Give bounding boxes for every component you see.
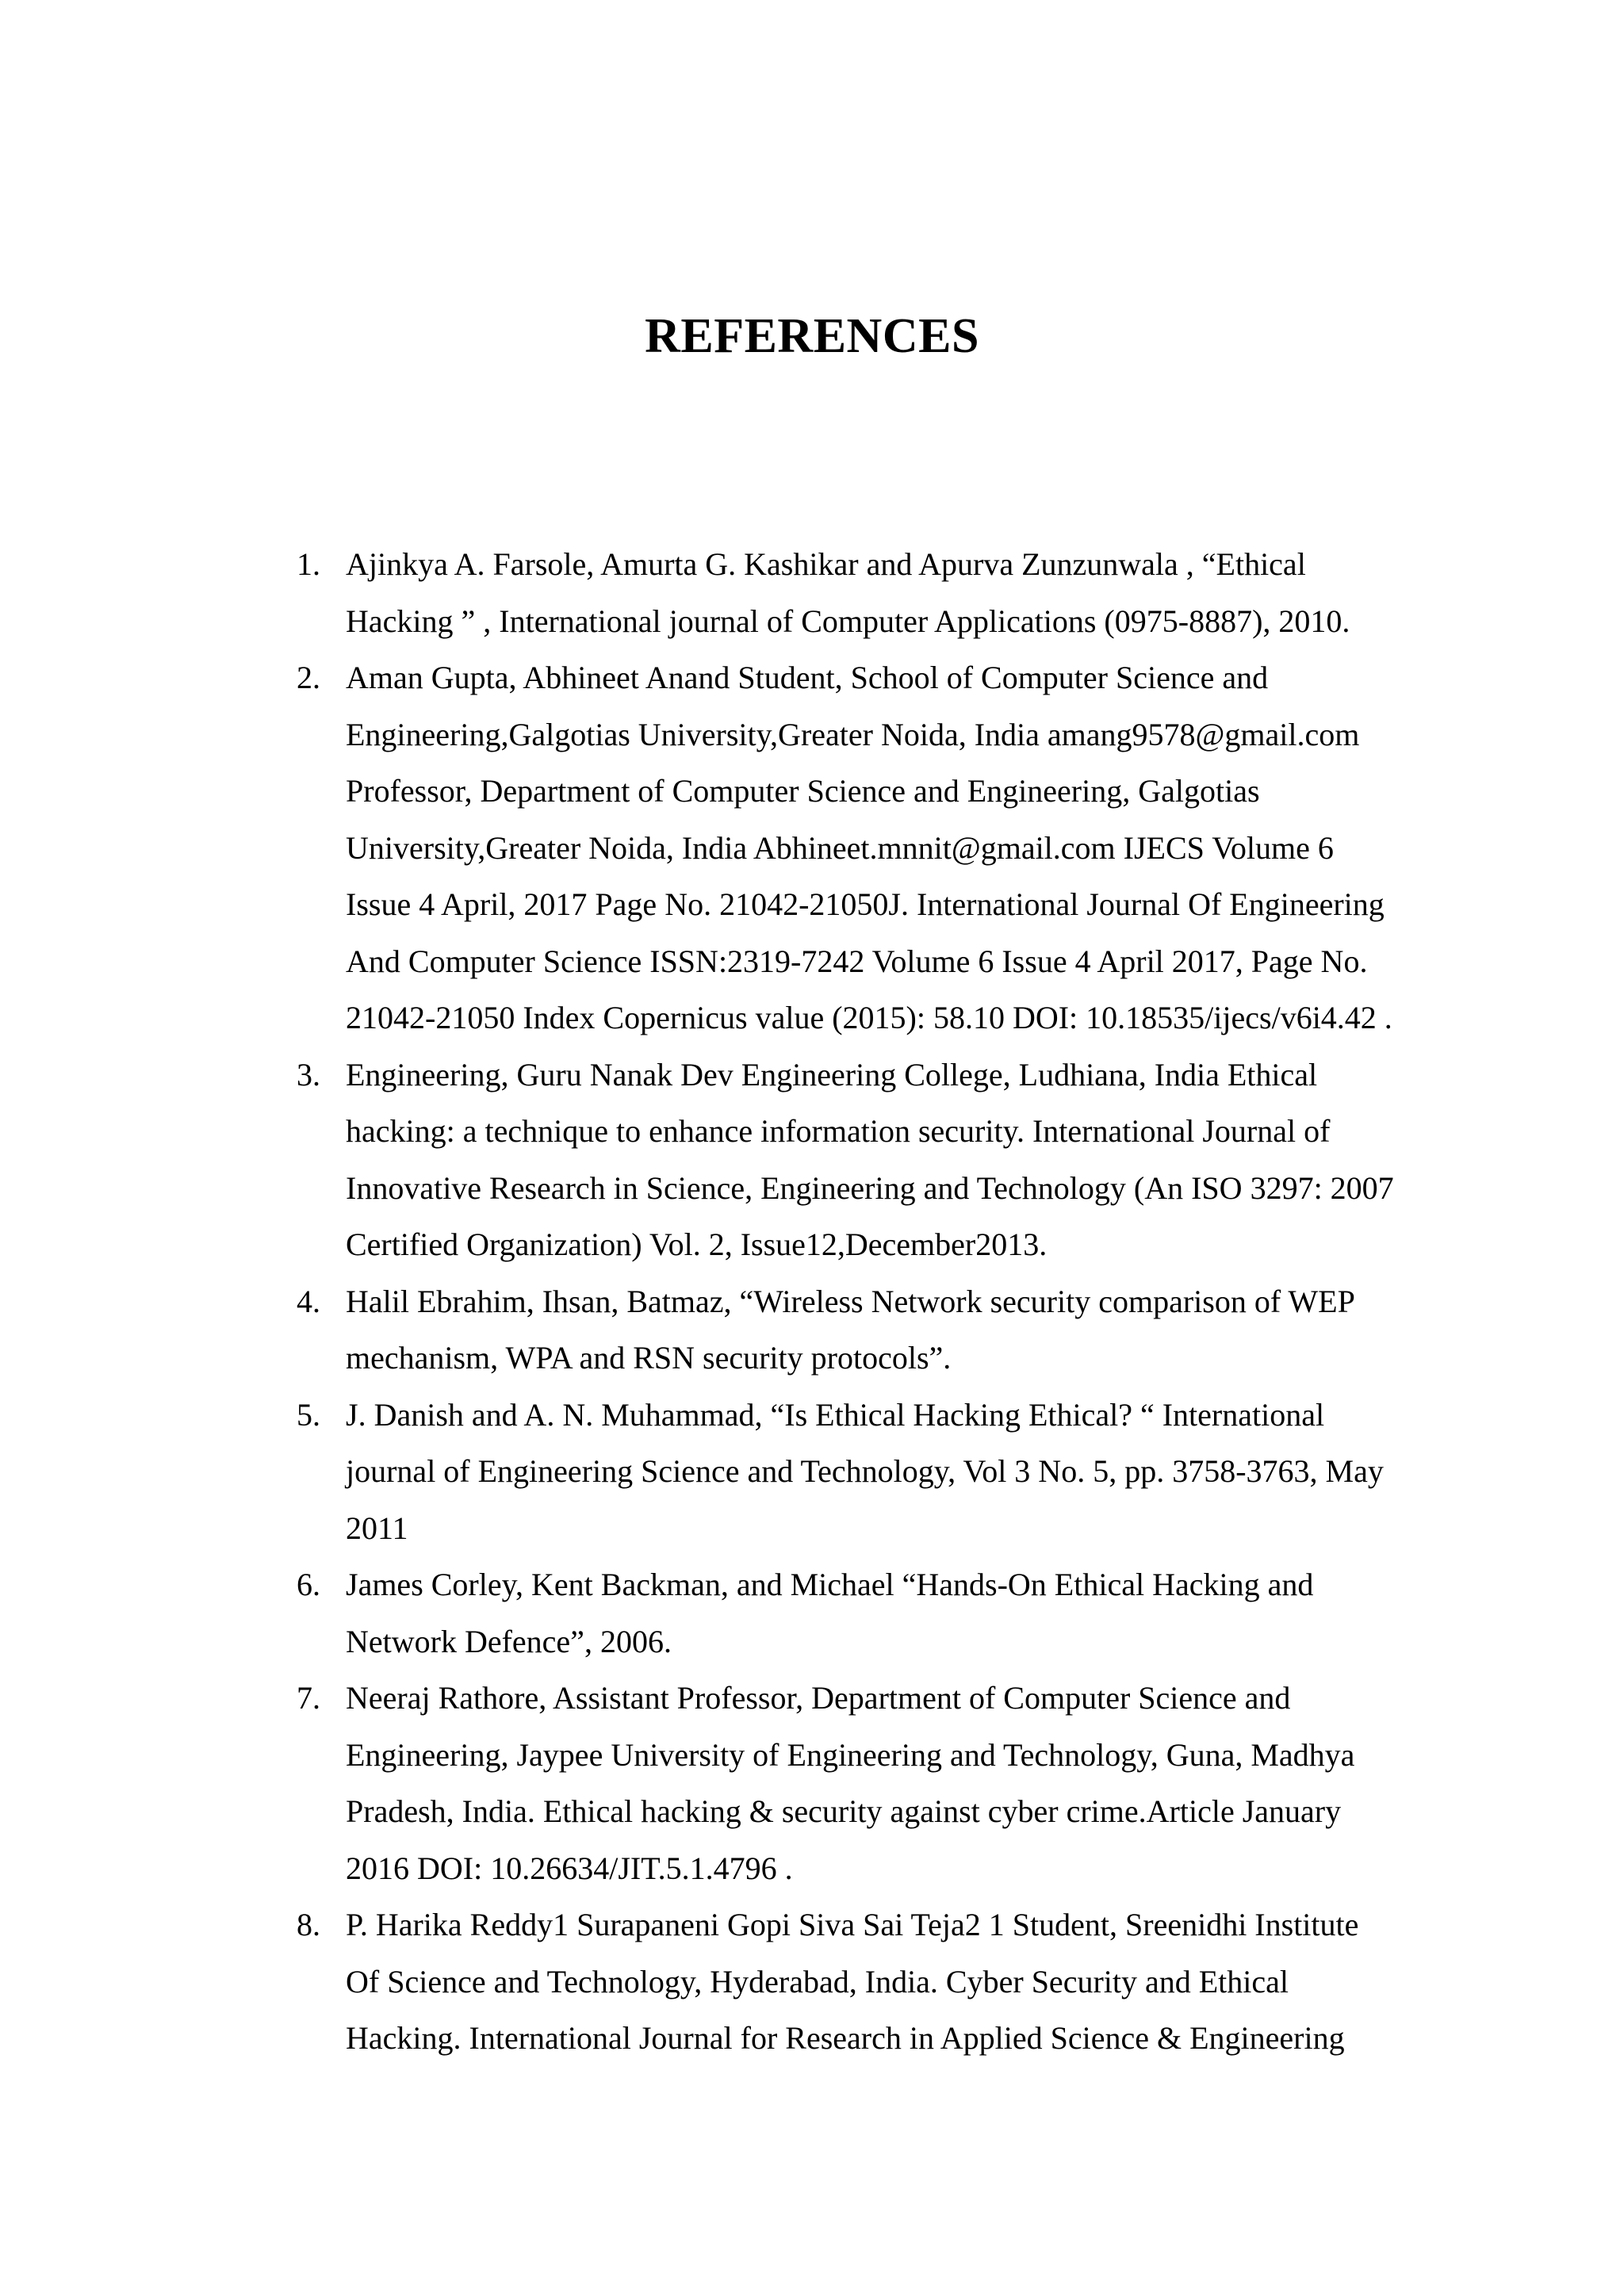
reference-number: 6. [297, 1567, 320, 1602]
reference-number: 1. [297, 546, 320, 582]
reference-text-line: James Corley, Kent Backman, and Michael “Hands-On Ethical Hacking and [346, 1567, 1314, 1602]
reference-text-line: Professor, Department of Computer Science and Engineering, Galgotias [346, 773, 1260, 809]
reference-item [297, 1556, 1431, 1670]
reference-text-line: hacking: a technique to enhance information security. International Journal of [346, 1113, 1331, 1149]
reference-text-line: University,Greater Noida, India Abhineet.mnnit@gmail.com IJECS Volume 6 [346, 829, 1334, 866]
reference-number: 7. [297, 1680, 320, 1716]
reference-item [297, 536, 1431, 649]
reference-item [297, 1896, 1431, 2067]
reference-text-line: Engineering,Galgotias University,Greater Noida, India amang9578@gmail.com [346, 716, 1360, 752]
reference-text-line: 21042-21050 Index Copernicus value (2015): 58.10 DOI: 10.18535/ijecs/v6i4.42 . [346, 1000, 1392, 1035]
reference-item [297, 649, 1431, 1047]
reference-item [297, 1387, 1431, 1557]
reference-number: 3. [297, 1056, 320, 1093]
reference-text-line: Hacking. International Journal for Research in Applied Science & Engineering [346, 2020, 1345, 2056]
reference-text-line: Neeraj Rathore, Assistant Professor, Department of Computer Science and [346, 1680, 1291, 1716]
reference-item [297, 1273, 1431, 1387]
reference-item [297, 1670, 1431, 1896]
reference-number: 2. [297, 660, 320, 695]
reference-text-line: Of Science and Technology, Hyderabad, India. Cyber Security and Ethical [346, 1963, 1289, 1999]
reference-number: 5. [297, 1396, 320, 1433]
reference-text-line: And Computer Science ISSN:2319-7242 Volume 6 Issue 4 April 2017, Page No. [346, 943, 1368, 979]
reference-text-line: journal of Engineering Science and Technology, Vol 3 No. 5, pp. 3758-3763, May [346, 1453, 1384, 1489]
reference-text-line: 2016 DOI: 10.26634/JIT.5.1.4796 . [346, 1850, 793, 1886]
reference-text-line: Halil Ebrahim, Ihsan, Batmaz, “Wireless Network security comparison of WEP [346, 1283, 1355, 1319]
reference-text-line: Aman Gupta, Abhineet Anand Student, School of Computer Science and [346, 660, 1269, 695]
reference-text-line: P. Harika Reddy1 Surapaneni Gopi Siva Sai Teja2 1 Student, Sreenidhi Institute [346, 1907, 1359, 1942]
reference-text-line: J. Danish and A. N. Muhammad, “Is Ethical Hacking Ethical? “ International [346, 1396, 1325, 1433]
reference-text-line: Hacking ” , International journal of Computer Applications (0975-8887), 2010. [346, 603, 1350, 639]
reference-text-line: Ajinkya A. Farsole, Amurta G. Kashikar and Apurva Zunzunwala , “Ethical [346, 546, 1306, 582]
reference-text-line: Engineering, Guru Nanak Dev Engineering College, Ludhiana, India Ethical [346, 1056, 1318, 1093]
reference-text-line: Network Defence”, 2006. [346, 1623, 672, 1659]
reference-text-line: 2011 [346, 1510, 408, 1546]
reference-text-line: Engineering, Jaypee University of Engineering and Technology, Guna, Madhya [346, 1736, 1355, 1773]
reference-text-line: Issue 4 April, 2017 Page No. 21042-21050J. International Journal Of Engineering [346, 886, 1385, 922]
reference-text-line: Certified Organization) Vol. 2, Issue12,December2013. [346, 1226, 1048, 1262]
reference-number: 8. [297, 1907, 320, 1942]
page-title: REFERENCES [645, 309, 979, 363]
reference-text-line: mechanism, WPA and RSN security protocols”. [346, 1340, 952, 1376]
reference-item [297, 1047, 1431, 1273]
reference-list [297, 536, 1431, 2067]
reference-text-line: Pradesh, India. Ethical hacking & security against cyber crime.Article January [346, 1793, 1342, 1829]
reference-number: 4. [297, 1283, 320, 1319]
reference-text-line: Innovative Research in Science, Engineering and Technology (An ISO 3297: 2007 [346, 1169, 1394, 1206]
